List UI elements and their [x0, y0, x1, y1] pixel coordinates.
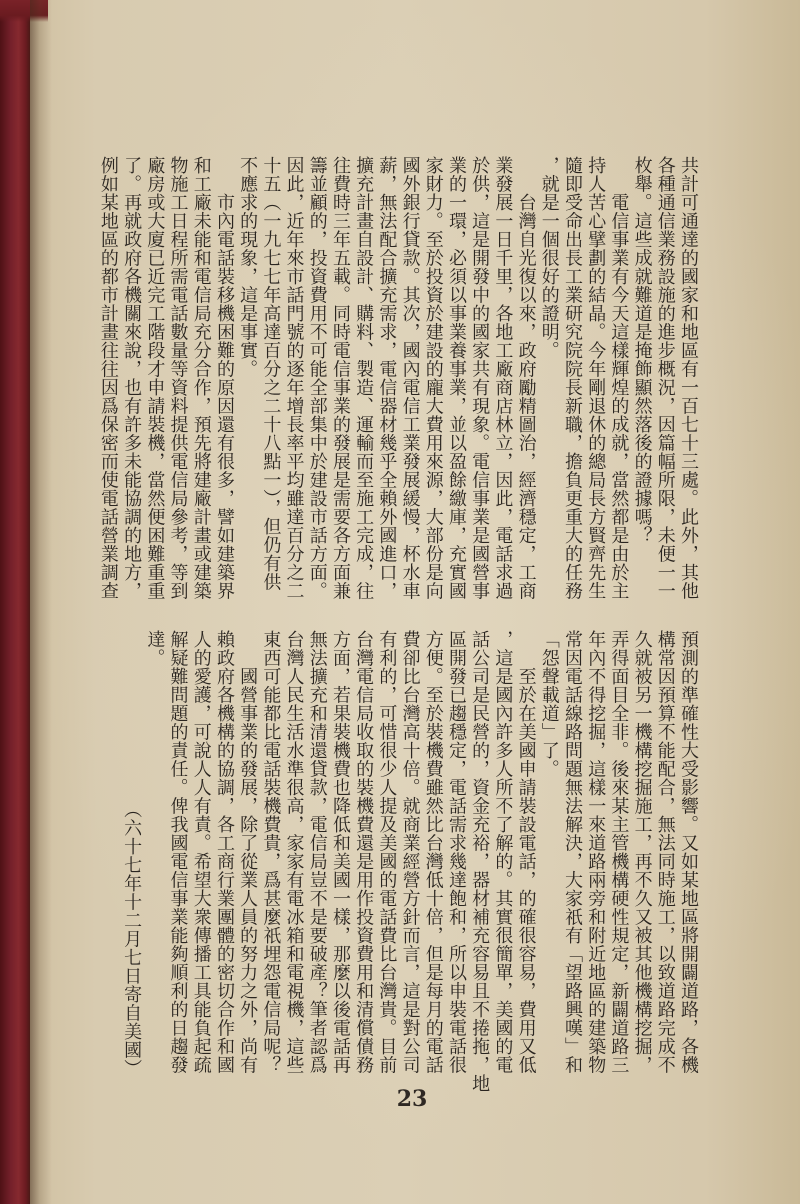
text-column: 話公司是民營的，資金充裕，器材補充容易且不捲拖，地 — [469, 630, 491, 1093]
text-column: 台灣自光復以來，政府勵精圖治，經濟穩定，工商 — [515, 156, 537, 600]
text-column: 台灣人民生活水準很高，家家有電冰箱和電視機，這些 — [283, 630, 305, 1074]
text-column: 電信事業有今天這樣輝煌的成就，當然都是由於主 — [608, 156, 630, 600]
text-column: 方面，若果裝機費也降低和美國一樣，那麼以後電話再 — [329, 630, 351, 1074]
text-column: 枚舉。這些成就難道是掩飾顯然落後的證據嗎？ — [631, 156, 653, 545]
text-column: 國營事業的發展，除了從業人員的努力之外，尚有 — [237, 630, 259, 1074]
text-column: 無法擴充和清還貸款，電信局豈不是要破產？筆者認爲 — [306, 630, 328, 1074]
upper-text-block — [88, 156, 700, 603]
text-column: 預測的準確性大受影響。又如某地區將開闢道路，各機 — [678, 630, 699, 1074]
lower-text-block — [88, 630, 700, 1093]
text-column: 不應求的現象，這是事實。 — [237, 156, 259, 378]
text-column: 區開發已趨穩定，電話需求幾達飽和，所以申裝電話很 — [445, 630, 467, 1074]
text-column: 台灣電信局收取的裝機費還是用作投資費用和清償債務 — [353, 630, 375, 1074]
text-column: 久就被另一機構挖掘施工，再不久又被其他機構挖掘， — [631, 630, 653, 1074]
text-column: 各種通信業務設施的進步概況，因篇幅所限，未便一一 — [654, 156, 676, 600]
text-column: 隨即受命出長工業研究院院長新職，擔負更重大的任務 — [561, 156, 583, 600]
book-binding-edge — [0, 0, 30, 1204]
text-column: 業發展一日千里，各地工廠商店林立，因此，電話求過 — [492, 156, 514, 600]
text-column: 於供，這是開發中的國家共有現象。電信事業是國營事 — [469, 156, 491, 600]
text-column: 東西可能都比電話裝機費貴，爲甚麼祇埋怨電信局呢？ — [260, 630, 282, 1074]
text-column: 構常因預算不能配合，無法同時施工，以致道路完成不 — [654, 630, 676, 1074]
text-column: 往費時三年五載。同時電信事業的發展是需要各方面兼 — [329, 156, 351, 600]
text-column: 了。再就政府各機關來說，也有許多未能協調的地方， — [121, 156, 143, 600]
text-column: 物施工日程所需電話數量等資料提供電信局參考，等到 — [167, 156, 189, 600]
text-column: 因此，近年來市話門號的逐年增長率平均雖達百分之二 — [283, 156, 305, 600]
dateline: （六十七年十二月七日寄自美國） — [121, 799, 143, 1077]
text-column: 共計可通達的國家和地區有一百七十三處。此外，其他 — [678, 156, 699, 600]
text-column: ，這是國內許多人所不了解的。其實很簡單，美國的電 — [492, 630, 514, 1074]
text-column: 常因電話線路問題無法解決，大家祇有「望路興嘆」和 — [561, 630, 583, 1074]
text-column: 年內不得挖掘，這樣一來道路兩旁和附近地區的建築物 — [585, 630, 607, 1074]
text-column: 費卻比台灣高十倍。就商業經營方針而言，這是對公司 — [399, 630, 421, 1074]
text-column: 和工廠未能和電信局充分合作，預先將建廠計畫或建築 — [190, 156, 212, 600]
text-column: 至於在美國申請裝設電話，的確很容易，費用又低 — [515, 630, 537, 1074]
text-column: ，就是一個很好的證明。 — [538, 156, 560, 360]
text-column: 薪，無法配合擴充需求，電信器材幾乎全賴外國進口， — [376, 156, 398, 600]
text-column: 家財力。至於投資於建設的龐大費用來源，大部份是向 — [422, 156, 444, 600]
text-column: 例如某地區的都市計畫往往因爲保密而使電話營業調查 — [97, 156, 119, 600]
text-column: 賴政府各機構的協調，各工商行業團體的密切合作和國 — [213, 630, 235, 1074]
page-number: 23 — [396, 1086, 428, 1112]
text-column: 達。 — [144, 630, 166, 667]
text-column: 弄得面目全非。後來某主管機構硬性規定，新闢道路三 — [608, 630, 630, 1074]
text-column: 籌並顧的，投資費用不可能全部集中於建設市話方面。 — [306, 156, 328, 600]
text-column: 方便。至於裝機費雖然比台灣低十倍，但是每月的電話 — [422, 630, 444, 1074]
text-column: 國外銀行貸款。其次，國內電信工業發展緩慢，杯水車 — [399, 156, 421, 600]
text-column: 業的一環，必須以事業養事業，並以盈餘繳庫，充實國 — [445, 156, 467, 600]
text-column: 「怨聲載道」了。 — [538, 630, 560, 778]
text-column: 十五（一九七七年高達百分之二十八點一），但仍有供 — [260, 156, 282, 591]
text-column: 人的愛護，可說人人有責。希望大衆傳播工具能負起疏 — [190, 630, 212, 1074]
text-column: 廠房或大廈已近完工階段才申請裝機，當然便困難重重 — [144, 156, 166, 600]
text-column: 擴充計畫自設計、購料、製造、運輸而至施工完成，往 — [353, 156, 375, 600]
text-column: 持人苦心擘劃的結晶。今年剛退休的總局長方賢齊先生 — [585, 156, 607, 600]
text-column: 有利的，可惜很少人提及美國的電話費比台灣貴。目前 — [376, 630, 398, 1074]
text-column: 解疑難問題的責任。俾我國電信事業能夠順利的日趨發 — [167, 630, 189, 1074]
gutter-shadow — [30, 0, 52, 1204]
text-column: 市內電話裝移機困難的原因還有很多，譬如建築界 — [213, 156, 235, 600]
